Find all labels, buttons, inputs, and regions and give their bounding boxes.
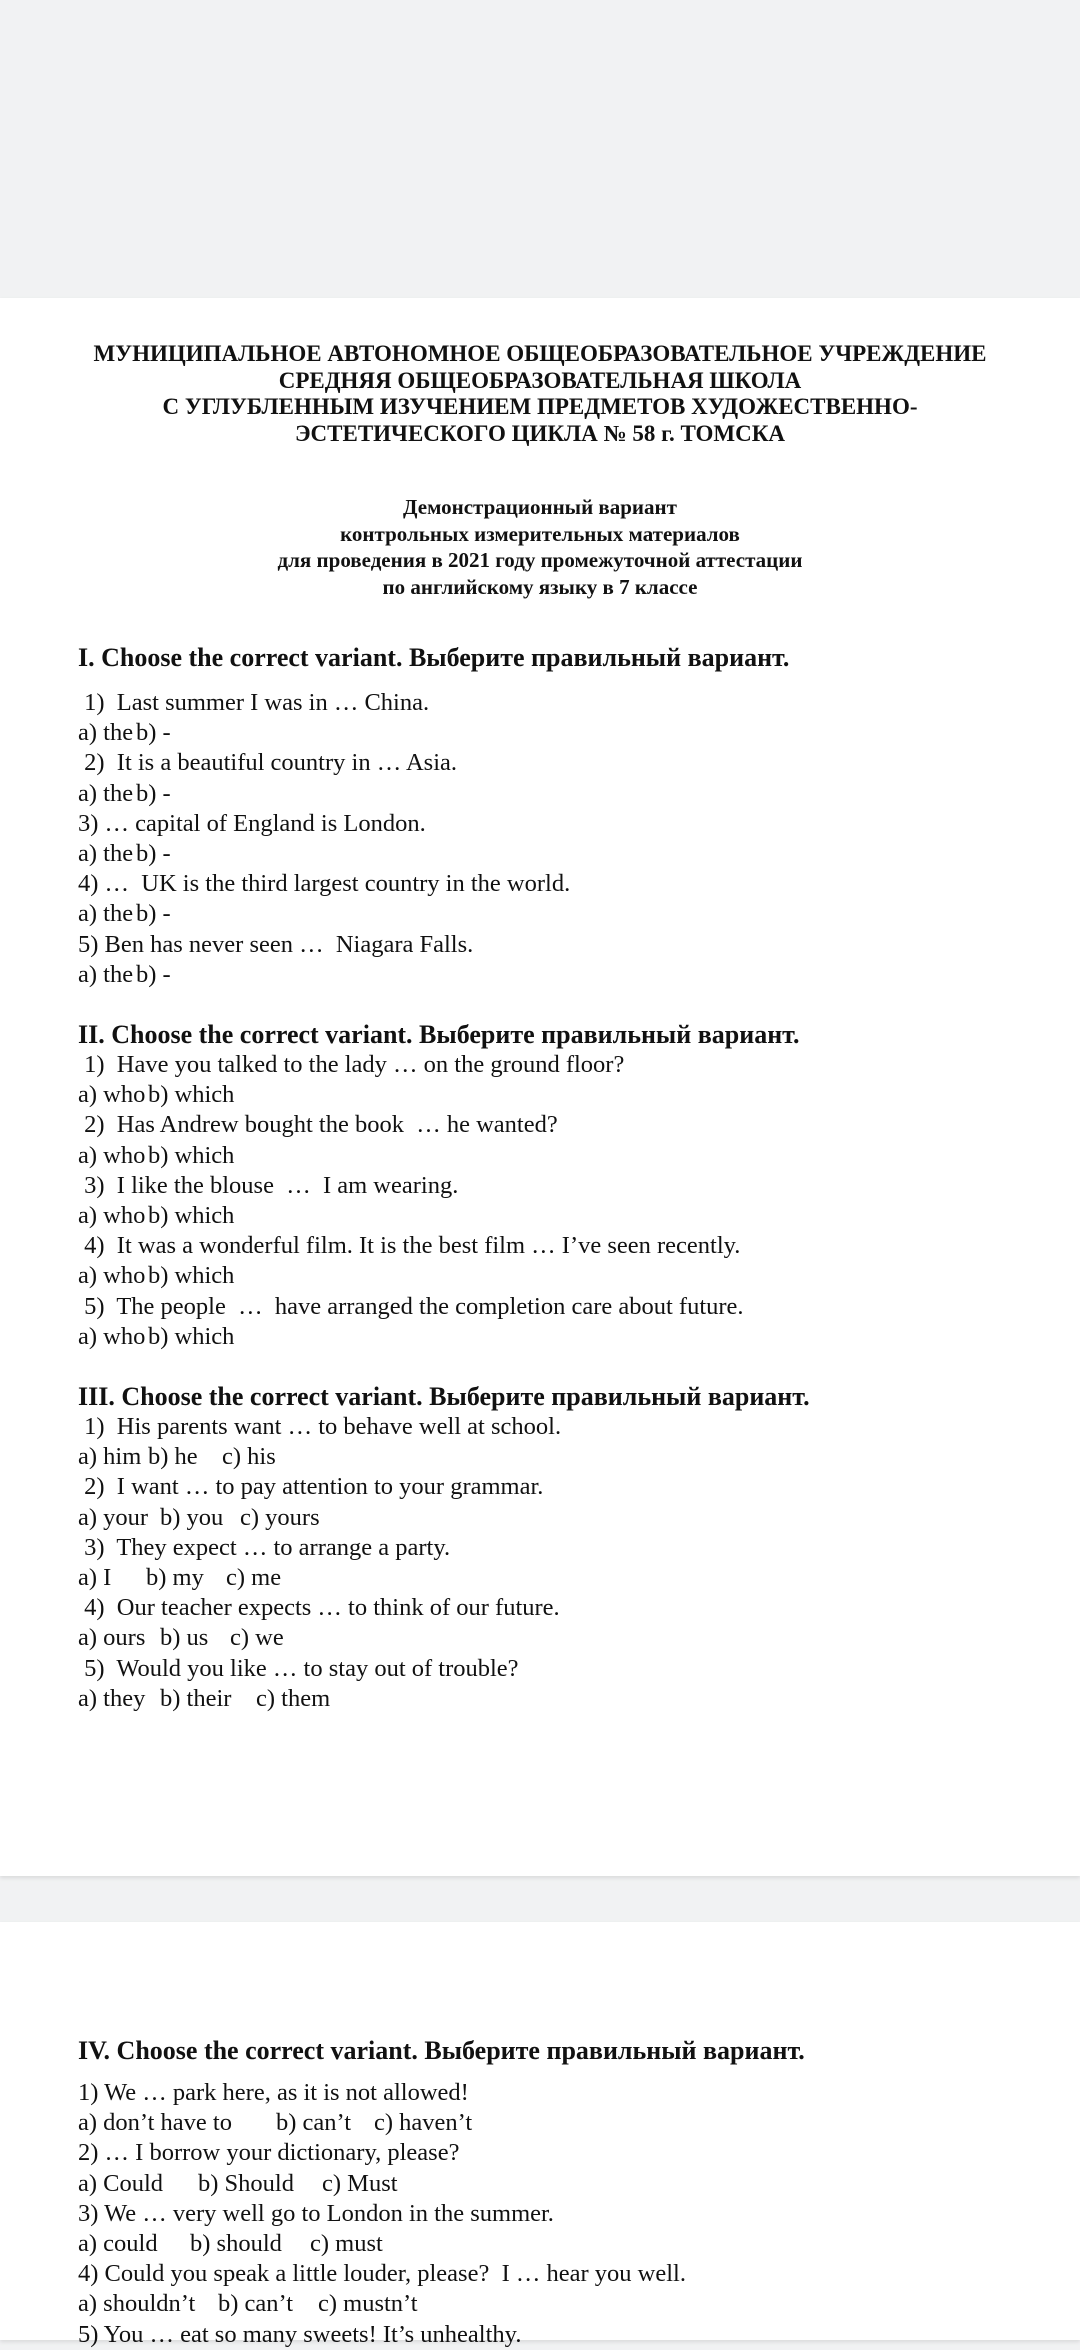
question: 1) Have you talked to the lady … on the ground floor? [78, 1051, 625, 1078]
option-a[interactable]: a) the [78, 779, 134, 807]
option-a[interactable]: a) could [78, 2229, 158, 2257]
question: 3) … capital of England is London. [78, 809, 426, 837]
answer-options [78, 1442, 561, 1472]
answer-options [78, 1623, 561, 1653]
option-a[interactable]: a) the [78, 960, 134, 988]
option-a[interactable]: a) shouldn’t [78, 2290, 196, 2318]
question-list [78, 688, 570, 990]
document-page-2 [0, 1922, 1080, 2348]
option-b[interactable]: b) which [148, 1322, 235, 1350]
header-line: С УГЛУБЛЕННЫМ ИЗУЧЕНИЕМ ПРЕДМЕТОВ ХУДОЖЕСТВЕННО- [162, 394, 918, 419]
header-line: СРЕДНЯЯ ОБЩЕОБРАЗОВАТЕЛЬНАЯ ШКОЛА [278, 367, 802, 393]
option-b[interactable]: b) their [160, 1684, 232, 1712]
answer-options [78, 2289, 686, 2319]
answer-options [78, 779, 570, 809]
subtitle-line: Демонстрационный вариант [403, 495, 677, 519]
option-a[interactable]: a) who [78, 1201, 146, 1229]
question: 2) … I borrow your dictionary, please? [78, 2139, 460, 2167]
question-list [78, 1050, 744, 1352]
answer-options [78, 2229, 686, 2259]
option-b[interactable]: b) - [136, 900, 171, 928]
option-b[interactable]: b) which [148, 1262, 235, 1290]
option-b[interactable]: b) - [136, 839, 171, 867]
question: 3) We … very well go to London in the summer. [78, 2199, 554, 2227]
option-b[interactable]: b) which [148, 1141, 235, 1169]
option-a[interactable]: a) ours [78, 1624, 146, 1652]
option-a[interactable]: a) who [78, 1081, 146, 1109]
school-header [60, 341, 1020, 447]
section-title: III. Choose the correct variant. Выберите правильный вариант. [78, 1382, 810, 1411]
option-a[interactable]: a) your [78, 1503, 149, 1531]
answer-options [78, 1503, 561, 1533]
question: 2) Has Andrew bought the book … he wanted? [78, 1111, 558, 1139]
option-a[interactable]: a) I [78, 1563, 112, 1591]
header-line: МУНИЦИПАЛЬНОЕ АВТОНОМНОЕ ОБЩЕОБРАЗОВАТЕЛЬНОЕ УЧРЕЖДЕНИЕ [93, 341, 987, 366]
answer-options [78, 839, 570, 869]
question: 4) Our teacher expects … to think of our future. [78, 1594, 560, 1622]
question: 3) They expect … to arrange a party. [78, 1533, 451, 1561]
option-b[interactable]: b) Should [198, 2169, 294, 2197]
answer-options [78, 1322, 744, 1352]
question: 4) It was a wonderful film. It is the best film … I’ve seen recently. [78, 1232, 741, 1260]
answer-options [78, 2108, 686, 2138]
answer-options [78, 1563, 561, 1593]
option-c[interactable]: c) we [230, 1624, 284, 1652]
option-c[interactable]: c) must [310, 2229, 383, 2257]
answer-options [78, 1684, 561, 1714]
option-c[interactable]: c) haven’t [374, 2109, 473, 2137]
answer-options [78, 960, 570, 990]
answer-options [78, 1141, 744, 1171]
option-c[interactable]: c) them [256, 1684, 331, 1712]
option-a[interactable]: a) Could [78, 2169, 164, 2197]
option-b[interactable]: b) which [148, 1081, 235, 1109]
option-b[interactable]: b) can’t [276, 2109, 352, 2137]
question: 2) It is a beautiful country in … Asia. [78, 749, 457, 777]
option-a[interactable]: a) him [78, 1443, 142, 1471]
subtitle-line: для проведения в 2021 году промежуточной аттестации [277, 548, 803, 572]
option-b[interactable]: b) should [190, 2229, 282, 2257]
question: 3) I like the blouse … I am wearing. [78, 1171, 459, 1199]
section-title: IV. Choose the correct variant. Выберите правильный вариант. [78, 2036, 805, 2065]
document-subtitle [160, 494, 920, 600]
question-list [78, 1412, 561, 1714]
document-page-1 [0, 298, 1080, 1876]
question: 5) The people … have arranged the completion care about future. [78, 1292, 744, 1320]
option-b[interactable]: b) my [146, 1563, 204, 1591]
answer-options [78, 899, 570, 929]
question: 5) You … eat so many sweets! It’s unhealthy. [78, 2320, 522, 2348]
option-b[interactable]: b) - [136, 960, 171, 988]
section-title: II. Choose the correct variant. Выберите правильный вариант. [78, 1020, 800, 1049]
question: 4) … UK is the third largest country in the world. [78, 870, 571, 898]
answer-options [78, 1080, 744, 1110]
option-c[interactable]: c) me [226, 1563, 282, 1591]
option-a[interactable]: a) they [78, 1684, 146, 1712]
option-b[interactable]: b) which [148, 1201, 235, 1229]
option-b[interactable]: b) us [160, 1624, 209, 1652]
answer-options [78, 718, 570, 748]
option-c[interactable]: c) yours [240, 1503, 320, 1531]
option-a[interactable]: a) don’t have to [78, 2109, 232, 2137]
answer-options [78, 1201, 744, 1231]
subtitle-line: контрольных измерительных материалов [340, 521, 740, 546]
option-b[interactable]: b) - [136, 779, 171, 807]
question: 5) Ben has never seen … Niagara Falls. [78, 930, 474, 958]
question: 1) His parents want … to behave well at school. [78, 1413, 562, 1440]
option-b[interactable]: b) he [148, 1443, 198, 1471]
option-a[interactable]: a) the [78, 839, 134, 867]
answer-options [78, 2169, 686, 2199]
option-b[interactable]: b) - [136, 719, 171, 747]
option-a[interactable]: a) who [78, 1322, 146, 1350]
option-c[interactable]: c) mustn’t [318, 2290, 418, 2318]
question: 4) Could you speak a little louder, please? I … hear you well. [78, 2260, 686, 2288]
option-b[interactable]: b) can’t [218, 2290, 294, 2318]
option-a[interactable]: a) the [78, 900, 134, 928]
option-c[interactable]: c) his [222, 1443, 276, 1471]
answer-options [78, 1261, 744, 1291]
question: 1) Last summer I was in … China. [78, 689, 430, 716]
question-list [78, 2078, 686, 2350]
option-a[interactable]: a) who [78, 1262, 146, 1290]
question: 5) Would you like … to stay out of trouble? [78, 1654, 519, 1682]
option-c[interactable]: c) Must [322, 2169, 398, 2197]
section-title: I. Choose the correct variant. Выберите правильный вариант. [78, 643, 790, 672]
subtitle-line: по английскому языку в 7 классе [382, 574, 698, 599]
option-b[interactable]: b) you [160, 1503, 224, 1531]
question: 1) We … park here, as it is not allowed! [78, 2079, 469, 2106]
option-a[interactable]: a) who [78, 1141, 146, 1169]
question: 2) I want … to pay attention to your grammar. [78, 1473, 544, 1501]
option-a[interactable]: a) the [78, 719, 134, 747]
header-line: ЭСТЕТИЧЕСКОГО ЦИКЛА № 58 г. ТОМСКА [294, 420, 786, 446]
